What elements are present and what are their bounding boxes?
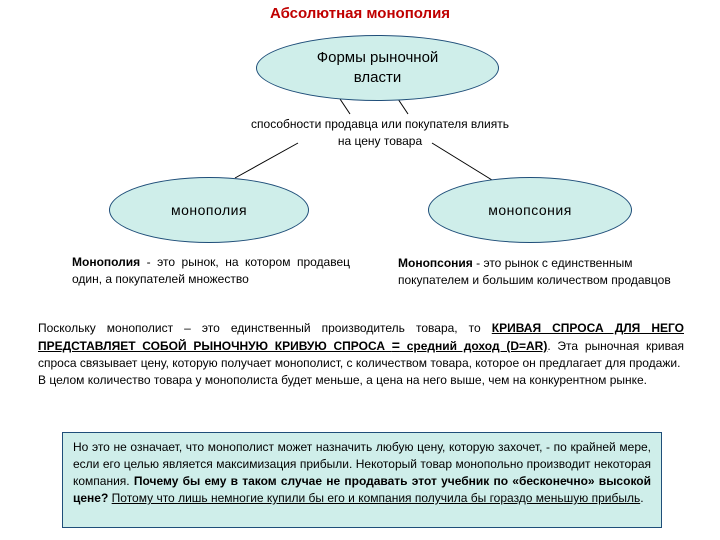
main-paragraph-1 xyxy=(38,320,684,372)
note-question: Почему бы ему в таком случае не продавать этот учебник по «бесконечно» высокой цене? xyxy=(73,474,651,505)
ability-line1: способности продавца или покупателя влиять xyxy=(251,117,509,131)
forms-of-market-power-ellipse xyxy=(256,35,499,101)
demand-curve-a: КРИВАЯ СПРОСА ДЛЯ НЕГО ПРЕДСТАВЛЯЕТ СОБОЙ РЫНОЧНУЮ КРИВУЮ СПРОСА xyxy=(38,321,684,353)
note-text: Но это не означает, что монополист может назначить любую цену, которую захочет, - по крайней мере, если его целью является максимизация прибыли. Некоторый товар монопольно производит некоторая компания. xyxy=(73,440,651,488)
main-p1-start: Поскольку монополист – это единственный производитель товара, то xyxy=(38,321,492,335)
ability-caption xyxy=(200,116,560,150)
main-paragraph-2: В целом количество товара у монополиста будет меньше, а цена на него выше, чем на конкурентном рынке. xyxy=(38,373,648,387)
monopoly-definition xyxy=(72,254,350,288)
monopoly-term: Монополия xyxy=(72,255,141,269)
main-text xyxy=(38,320,684,389)
monopsony-label: монопсония xyxy=(488,202,572,218)
note-box xyxy=(62,432,662,528)
monopoly-definition-text: - это рынок, на котором продавец один, а покупателей множество xyxy=(72,255,350,286)
monopsony-term: Монопсония xyxy=(398,256,473,270)
connector-top-right xyxy=(398,99,408,114)
demand-curve-eq: = xyxy=(391,337,400,353)
monopsony-ellipse xyxy=(428,177,632,243)
monopsony-definition-text: - это рынок с единственным покупателем и большим количеством продавцов xyxy=(398,256,671,287)
note-end: . xyxy=(640,491,644,505)
note-answer: Потому что лишь немногие купили бы его и компания получила бы гораздо меньшую прибыль xyxy=(111,491,641,505)
connector-top-left xyxy=(340,99,350,114)
monopsony-definition xyxy=(398,255,686,289)
monopoly-label: монополия xyxy=(170,202,248,218)
monopoly-ellipse xyxy=(109,177,309,243)
demand-curve-b: средний доход (D=AR) xyxy=(399,339,548,353)
top-ellipse-line1: Формы рыночной xyxy=(316,49,439,66)
ability-line2: на цену товара xyxy=(337,134,423,148)
page-title: Абсолютная монополия xyxy=(269,5,451,22)
main-p1-end: . Эта рыночная кривая спроса связывает цену, которую получает монополист, с количеством товара, которое он предлагает для продажи. xyxy=(38,339,685,370)
top-ellipse-line2: власти xyxy=(353,69,402,86)
